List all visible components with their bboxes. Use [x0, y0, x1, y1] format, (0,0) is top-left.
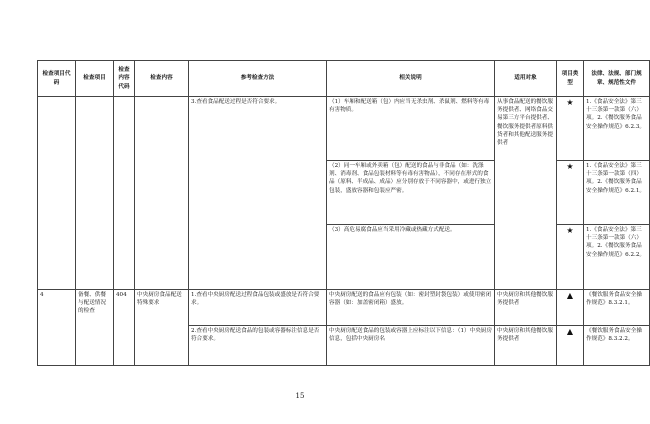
- cell-empty: [38, 97, 76, 290]
- cell-item-code: 4: [38, 290, 76, 366]
- cell-applicable: 中央厨房和其他餐饮服务提供者: [495, 290, 557, 326]
- header-item: 检查项目: [76, 61, 114, 97]
- cell-method: 1.查看中央厨房配送过程食品包装或盛放是否符合要求。: [189, 290, 327, 326]
- cell-empty: [76, 97, 114, 290]
- cell-content-code: 404: [114, 290, 135, 366]
- cell-content: 中央厨房食品配送特殊要求: [135, 290, 189, 366]
- cell-law: 《餐饮服务食品安全操作规范》8.3.2.1。: [584, 290, 650, 326]
- header-method: 参考检查方法: [189, 61, 327, 97]
- star-type-mark: ★: [557, 161, 584, 225]
- cell-law: 1.《食品安全法》第三十三条第一款第（四）项。2.《餐饮服务食品安全操作规范》6.2.1。: [584, 161, 650, 225]
- table-row: [38, 290, 650, 326]
- cell-explanation: 中央厨房配送的食品应有包装（如：密封塑封袋包装）或使用密闭容器（如：加盖密闭箱）盛放。: [327, 290, 495, 326]
- cell-law: 《餐饮服务食品安全操作规范》8.3.2.2。: [584, 326, 650, 366]
- header-item-code: 检查项目代码: [38, 61, 76, 97]
- cell-law: 1.《食品安全法》第三十三条第一款第（六）项。2.《餐饮服务食品安全操作规范》6.2.2。: [584, 225, 650, 290]
- cell-empty: [114, 97, 135, 290]
- header-explanation: 相关说明: [327, 61, 495, 97]
- star-type-mark: ★: [557, 225, 584, 290]
- cell-applicable: 从事食品配送的餐饮服务提供者、网络食品交易第三方平台提供者、餐饮服务提供者原料供货者和其他配送服务提供者: [495, 97, 557, 290]
- triangle-type-mark: ▲: [557, 290, 584, 326]
- cell-explanation: 中央厨房配送食品的包装或容器上应标注以下信息：（1）中央厨房信息，包括中央厨房名: [327, 326, 495, 366]
- header-row: [38, 61, 650, 97]
- header-type: 项目类型: [557, 61, 584, 97]
- cell-method: 2.查看中央厨房配送食品的包装或容器标注信息是否符合要求。: [189, 326, 327, 366]
- header-applicable: 适用对象: [495, 61, 557, 97]
- inspection-table: [37, 60, 650, 366]
- cell-explanation: （3）高危易腐食品应当采用冷藏或热藏方式配送。: [327, 225, 495, 290]
- cell-empty: [135, 97, 189, 290]
- header-content: 检查内容: [135, 61, 189, 97]
- cell-explanation: （1）车厢和配送箱（包）内应当无杀虫剂、杀鼠剂、燃料等有毒有害物质。: [327, 97, 495, 161]
- cell-explanation: （2）同一车厢或外卖箱（包）配送的食品与非食品（如：洗涤剂、消毒剂、食品包装材料等有毒有害物品），不同存在形式的食品（原料、半成品、成品）应分别存放于不同容器中，或进行独立包装，盛放容器和包装应严密。: [327, 161, 495, 225]
- cell-item: 备餐、供餐与配送情况的检查: [76, 290, 114, 366]
- cell-method: 3.查看食品配送过程是否符合要求。: [189, 97, 327, 290]
- header-content-code: 检查内容代码: [114, 61, 135, 97]
- table-row: [38, 97, 650, 161]
- triangle-type-mark: ▲: [557, 326, 584, 366]
- cell-applicable: 中央厨房和其他餐饮服务提供者: [495, 326, 557, 366]
- cell-law: 1.《食品安全法》第三十三条第一款第（六）项。2.《餐饮服务食品安全操作规范》6.2.3。: [584, 97, 650, 161]
- star-type-mark: ★: [557, 97, 584, 161]
- page-number: 15: [295, 392, 305, 400]
- header-law: 法律、法规、部门规章、规范性文件: [584, 61, 650, 97]
